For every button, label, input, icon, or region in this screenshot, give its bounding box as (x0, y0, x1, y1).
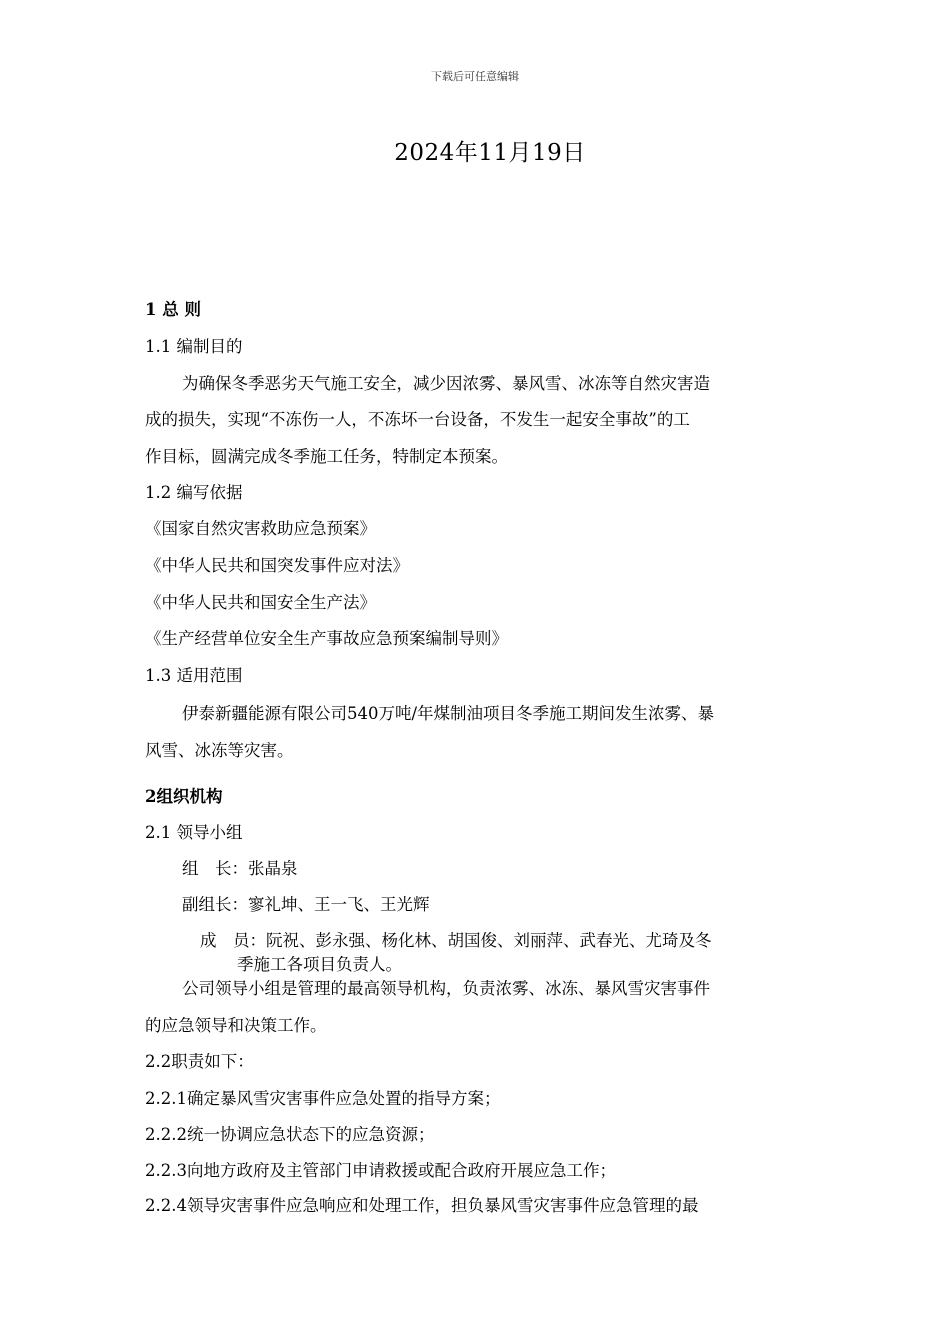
duty-item: 2.2.3向地方政府及主管部门申请救援或配合政府开展应急工作； (145, 1161, 616, 1180)
section-2-1-title: 2.1 领导小组 (145, 823, 243, 842)
reference-item: 《生产经营单位安全生产事故应急预案编制导则》 (145, 629, 508, 648)
reference-item: 《中华人民共和国安全生产法》 (145, 593, 376, 612)
paragraph-line: 为确保冬季恶劣天气施工安全，减少因浓雾、暴风雪、冰冻等自然灾害造 (182, 374, 710, 393)
date-title: 2024年11月19日 (394, 140, 586, 166)
paragraph-line: 公司领导小组是管理的最高领导机构，负责浓雾、冰冻、暴风雪灾害事件 (182, 979, 710, 998)
reference-item: 《国家自然灾害救助应急预案》 (145, 519, 376, 538)
section-1-3-title: 1.3 适用范围 (145, 666, 243, 685)
paragraph-line: 的应急领导和决策工作。 (145, 1016, 327, 1035)
header-note: 下载后可任意编辑 (431, 70, 519, 83)
section-2-title: 2组织机构 (145, 787, 223, 806)
members-line: 成 员：阮祝、彭永强、杨化林、胡国俊、刘丽萍、武春光、尤琦及冬 (200, 931, 712, 950)
leader-line: 组 长：张晶泉 (182, 859, 298, 878)
section-1-2-title: 1.2 编写依据 (145, 483, 243, 502)
reference-item: 《中华人民共和国突发事件应对法》 (145, 556, 409, 575)
duty-item: 2.2.2统一协调应急状态下的应急资源； (145, 1125, 435, 1144)
paragraph-line: 伊泰新疆能源有限公司540万吨/年煤制油项目冬季施工期间发生浓雾、暴 (182, 704, 715, 723)
duty-item: 2.2.1确定暴风雪灾害事件应急处置的指导方案； (145, 1089, 501, 1108)
paragraph-line: 作目标，圆满完成冬季施工任务，特制定本预案。 (145, 447, 508, 466)
section-2-2-title: 2.2职责如下： (145, 1052, 254, 1071)
deputy-line: 副组长：寥礼坤、王一飞、王光辉 (182, 895, 430, 914)
members-line-continued: 季施工各项目负责人。 (237, 955, 402, 974)
paragraph-line: 成的损失，实现“不冻伤一人，不冻坏一台设备，不发生一起安全事故”的工 (145, 410, 690, 429)
section-1-1-title: 1.1 编制目的 (145, 337, 243, 356)
section-1-title: 1 总 则 (145, 300, 201, 319)
duty-item: 2.2.4领导灾害事件应急响应和处理工作，担负暴风雪灾害事件应急管理的最 (145, 1196, 699, 1215)
paragraph-line: 风雪、冰冻等灾害。 (145, 741, 294, 760)
